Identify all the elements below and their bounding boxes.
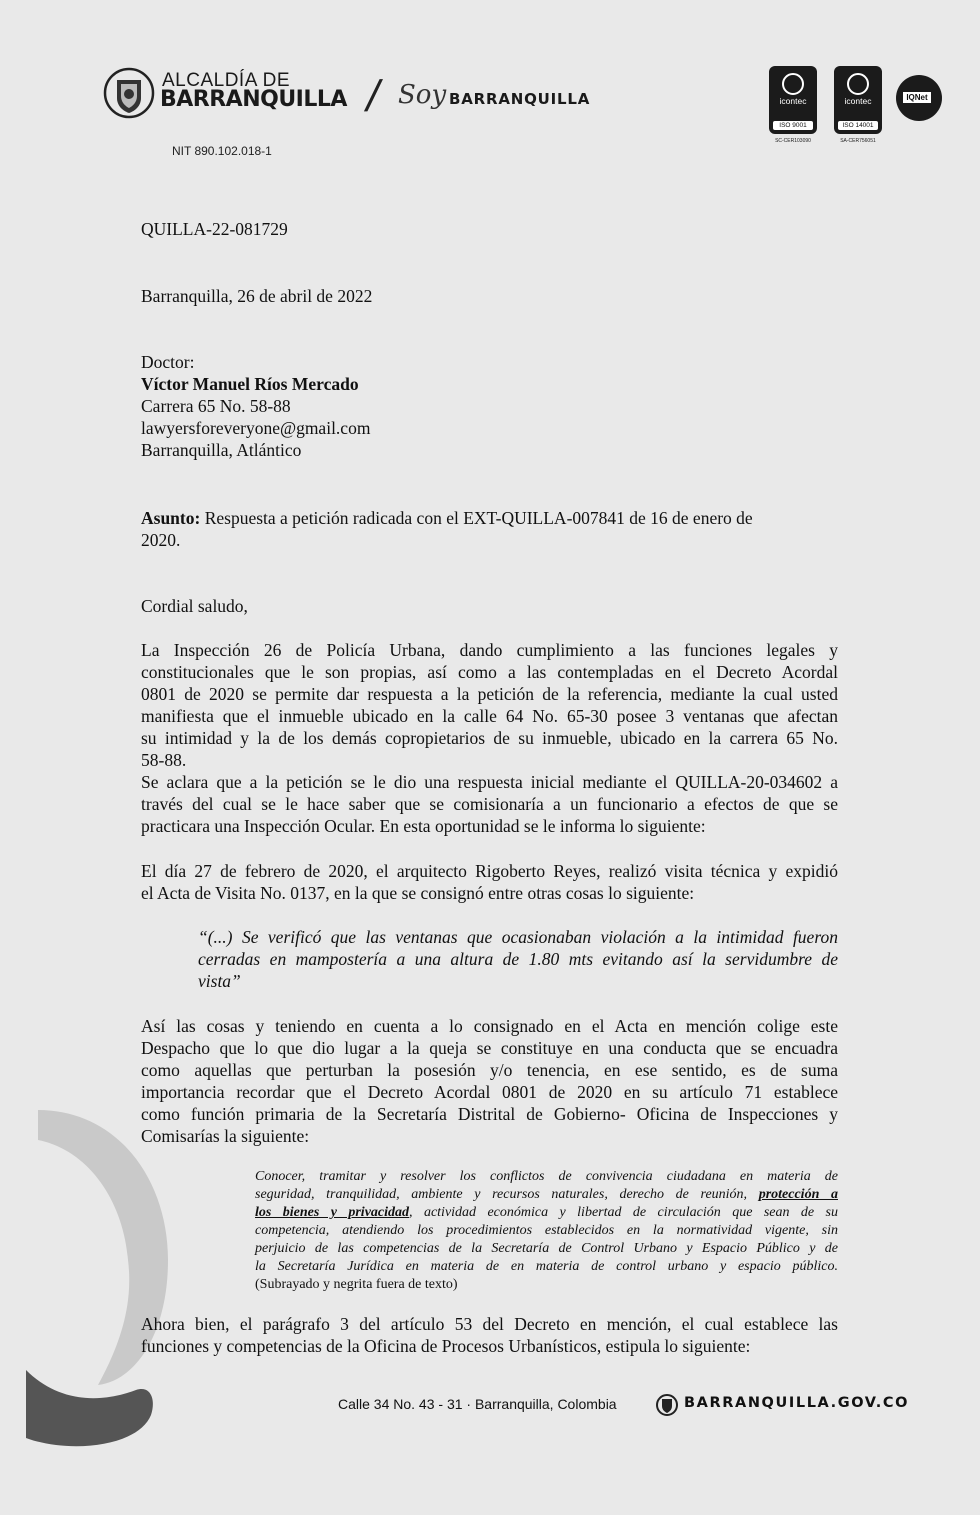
icontec-logo-icon [782, 73, 804, 95]
citation-text: , actividad económica y libertad de circulación que sean de su [409, 1205, 839, 1220]
logo-soy-barranquilla: BARRANQUILLA [449, 90, 591, 108]
recipient-city: Barranquilla, Atlántico [141, 440, 302, 460]
icontec-iso9001-badge [769, 66, 817, 134]
paragraph-line: 58-88. [141, 750, 187, 770]
paragraph-line: Despacho que lo que dio lugar a la queja se constituye en una conducta que se encuadra [141, 1038, 838, 1058]
logo-slash: / [361, 72, 385, 121]
paragraph-line: el Acta de Visita No. 0137, en la que se consignó entre otras cosas lo siguiente: [141, 883, 695, 903]
paragraph-line: importancia recordar que el Decreto Acordal 0801 de 2020 en su artículo 71 establece [141, 1082, 838, 1102]
subject-label: Asunto: [141, 508, 201, 528]
paragraph-line: manifiesta que el inmueble ubicado en la calle 64 No. 65-30 posee 3 ventanas que afectan [141, 706, 838, 726]
citation-line: Conocer, tramitar y resolver los conflictos de convivencia ciudadana en materia de [255, 1169, 838, 1184]
paragraph-line: El día 27 de febrero de 2020, el arquitecto Rigoberto Reyes, realizó visita técnica y expidió [141, 861, 838, 881]
paragraph-line: Comisarías la siguiente: [141, 1126, 310, 1146]
citation-line [255, 1204, 838, 1222]
logo-line-alcaldia: ALCALDÍA DE [162, 70, 290, 91]
icontec-logo-icon [847, 73, 869, 95]
citation-underlined: los bienes y privacidad [255, 1205, 410, 1220]
cert-code: SC-CER103090 [775, 138, 811, 144]
paragraph-line: Así las cosas y teniendo en cuenta a lo consignado en el Acta en mención colige este [141, 1016, 838, 1036]
paragraph-line: como función primaria de la Secretaría Distrital de Gobierno- Oficina de Inspecciones y [141, 1104, 838, 1124]
cert-brand: icontec [844, 96, 872, 106]
greeting: Cordial saludo, [141, 596, 248, 616]
paragraph-line: su intimidad y la de los demás copropietarios de su inmueble, ubicado en la carrera 65 No. [141, 728, 838, 748]
paragraph-line: Se aclara que a la petición se le dio una respuesta inicial mediante el QUILLA-20-034602 a [141, 772, 838, 792]
paragraph-line: practicara una Inspección Ocular. En esta oportunidad se le informa lo siguiente: [141, 816, 706, 836]
paragraph-line: como aquellas que perturban la posesión y/o tenencia, en ese sentido, es de suma [141, 1060, 838, 1080]
logo-soy: Soy [398, 80, 447, 110]
logo-line-barranquilla: BARRANQUILLA [160, 87, 347, 112]
subject-text-cont: 2020. [141, 530, 181, 550]
iqnet-label: IQNet [903, 92, 931, 103]
citation-line [255, 1186, 838, 1204]
subject-line [141, 507, 753, 529]
cert-code: SA-CER756051 [840, 138, 876, 144]
paragraph-line: 0801 de 2020 se permite dar respuesta a la petición de la referencia, mediante la cual usted [141, 684, 838, 704]
footer-address: Calle 34 No. 43 - 31 · Barranquilla, Colombia [338, 1396, 617, 1412]
citation-text: seguridad, tranquilidad, ambiente y recursos naturales, derecho de reunión, [255, 1187, 759, 1202]
cert-iso: ISO 9001 [773, 121, 813, 130]
reference-number: QUILLA-22-081729 [141, 219, 288, 239]
icontec-iso14001-badge [834, 66, 882, 134]
citation-line: perjuicio de las competencias de la Secretaría de Control Urbano y Espacio Público y de [255, 1241, 838, 1256]
cert-brand: icontec [779, 96, 807, 106]
cert-iso: ISO 14001 [838, 121, 878, 130]
iqnet-seal [896, 75, 942, 121]
letter-date: Barranquilla, 26 de abril de 2022 [141, 286, 373, 306]
nit-number: NIT 890.102.018-1 [172, 144, 272, 158]
quote-line: cerradas en mampostería a una altura de 1.80 mts evitando así la servidumbre de [198, 949, 838, 969]
legal-citation [255, 1168, 838, 1294]
quote-line: vista” [198, 971, 241, 991]
paragraph-line: constitucionales que le son propias, así como a las contempladas en el Decreto Acordal [141, 662, 838, 682]
city-crest-icon [103, 66, 155, 120]
citation-line: competencia, atendiendo los procedimientos establecidos en la normatividad vigente, sin [255, 1223, 838, 1238]
decorative-wave-shape [26, 1360, 156, 1450]
paragraph-line: funciones y competencias de la Oficina de Procesos Urbanísticos, estipula lo siguiente: [141, 1336, 751, 1356]
subject-text: Respuesta a petición radicada con el EXT-QUILLA-007841 de 16 de enero de [200, 508, 753, 528]
footer-website-link[interactable]: BARRANQUILLA.GOV.CO [684, 1395, 910, 1411]
citation-note: (Subrayado y negrita fuera de texto) [255, 1277, 458, 1292]
paragraph-line: través del cual se le hace saber que se comisionaría a un funcionario a efectos de que se [141, 794, 838, 814]
recipient-email: lawyersforeveryone@gmail.com [141, 418, 371, 438]
paragraph-line: Ahora bien, el parágrafo 3 del artículo 53 del Decreto en mención, el cual establece las [141, 1314, 838, 1334]
recipient-name: Víctor Manuel Ríos Mercado [141, 374, 359, 394]
paragraph-line: La Inspección 26 de Policía Urbana, dando cumplimiento a las funciones legales y [141, 640, 838, 660]
crest-icon [656, 1393, 678, 1417]
recipient-address: Carrera 65 No. 58-88 [141, 396, 291, 416]
citation-underlined: protección a [758, 1187, 838, 1202]
recipient-title: Doctor: [141, 352, 195, 372]
quote-line: “(...) Se verificó que las ventanas que ocasionaban violación a la intimidad fueron [198, 927, 838, 947]
citation-line: la Secretaría Jurídica en materia de en materia de control urbano y espacio público. [255, 1259, 838, 1274]
